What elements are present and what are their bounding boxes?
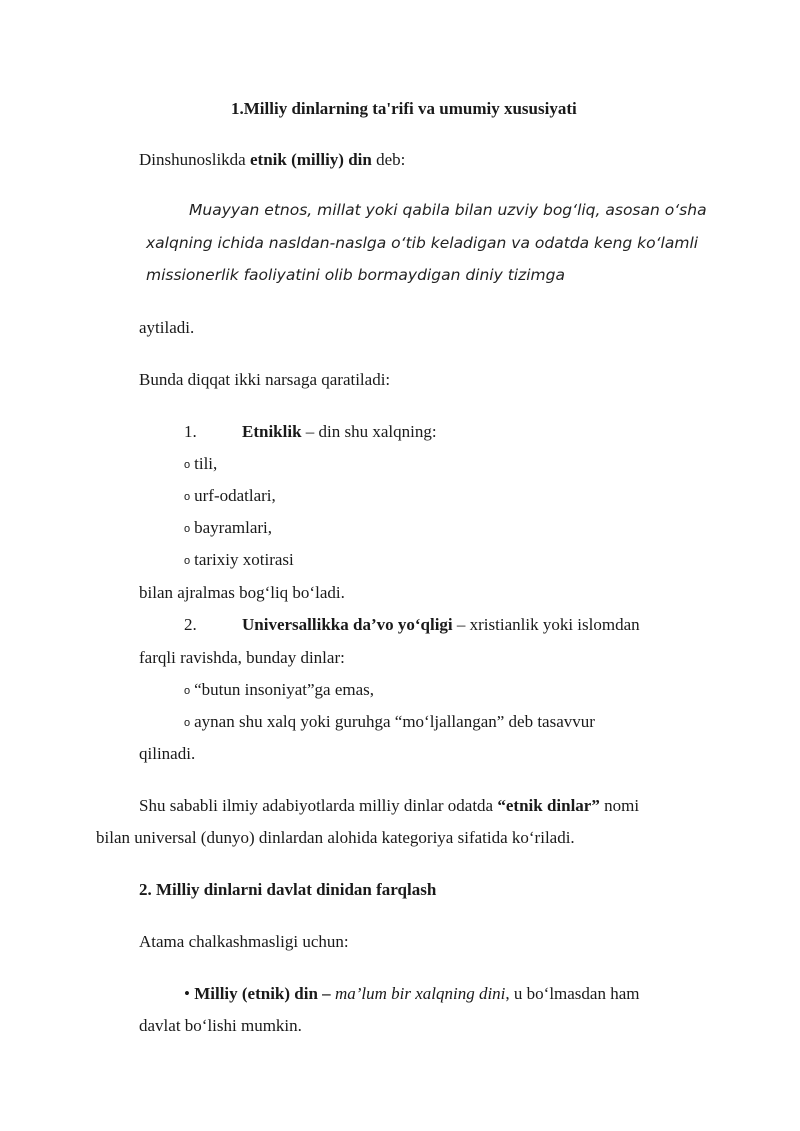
point-1-number: 1. <box>184 422 197 441</box>
section-2-bullet-italic: ma’lum bir xalqning dini <box>334 984 506 1003</box>
bullet-text: bayramlari, <box>194 518 273 537</box>
attention-text: Bunda diqqat ikki narsaga qaratiladi: <box>139 370 391 389</box>
point-2-line-2: farqli ravishda, bunday dinlar: <box>139 648 345 667</box>
point-1-bullet <box>184 551 294 568</box>
quote-line-1: Muayyan etnos, millat yoki qabila bilan uzviy bog‘liq, asosan o‘sha <box>189 201 707 219</box>
section-1-title: 1.Milliy dinlarning ta'rifi va umumiy xususiyati <box>231 99 577 118</box>
point-1-closing: bilan ajralmas bog‘liq bo‘ladi. <box>139 583 345 602</box>
point-2-bullet <box>184 713 595 730</box>
point-2-line <box>184 616 640 633</box>
point-2-bold: Universallikka da’vo yo‘qligi <box>242 615 453 634</box>
bullet-o-icon: o <box>184 685 191 697</box>
summary-bold-term: “etnik dinlar” <box>497 796 600 815</box>
bullet-text: tarixiy xotirasi <box>194 550 294 569</box>
summary-line-1 <box>139 797 639 814</box>
summary-line-2: bilan universal (dunyo) dinlardan alohida kategoriya sifatida ko‘riladi. <box>96 828 575 847</box>
point-1-rest: – din shu xalqning: <box>301 422 437 441</box>
bullet-text: tili, <box>194 454 218 473</box>
bullet-text: “butun insoniyat”ga emas, <box>194 680 374 699</box>
point-2-rest: – xristianlik yoki islomdan <box>452 615 640 634</box>
bullet-text: aynan shu xalq yoki guruhga “mo‘ljallangan” deb tasavvur <box>194 712 595 731</box>
section-2-bullet-bold: Milliy (etnik) din – <box>194 984 335 1003</box>
bullet-o-icon: o <box>184 717 191 729</box>
quote-line-2: xalqning ichida nasldan-naslga o‘tib keladigan va odatda keng ko‘lamli <box>146 234 699 252</box>
intro-bold-term: etnik (milliy) din <box>249 150 372 169</box>
point-2-closing: qilinadi. <box>139 744 196 763</box>
summary-suffix: nomi <box>599 796 640 815</box>
section-2-title: 2. Milliy dinlarni davlat dinidan farqlash <box>139 880 437 899</box>
bullet-o-icon: o <box>184 491 191 503</box>
point-1-line <box>184 423 437 440</box>
summary-prefix: Shu sababli ilmiy adabiyotlarda milliy dinlar odatda <box>139 796 498 815</box>
section-2-bullet-rest: , u bo‘lmasdan ham <box>505 984 640 1003</box>
point-2-number: 2. <box>184 615 197 634</box>
quote-line-3: missionerlik faoliyatini olib bormaydigan diniy tizimga <box>146 266 565 284</box>
point-2-bullet <box>184 681 374 698</box>
bullet-dot-icon: • <box>184 984 190 1003</box>
intro-line <box>139 151 405 168</box>
bullet-text: urf-odatlari, <box>194 486 276 505</box>
point-1-bullet <box>184 455 217 472</box>
point-1-bullet <box>184 487 276 504</box>
bullet-o-icon: o <box>184 555 191 567</box>
intro-suffix: deb: <box>371 150 406 169</box>
bullet-o-icon: o <box>184 523 191 535</box>
bullet-o-icon: o <box>184 459 191 471</box>
point-1-bullet <box>184 519 272 536</box>
point-1-bold: Etniklik <box>242 422 302 441</box>
after-quote-text: aytiladi. <box>139 318 195 337</box>
section-2-intro: Atama chalkashmasligi uchun: <box>139 932 349 951</box>
section-2-bullet-line-2: davlat bo‘lishi mumkin. <box>139 1016 302 1035</box>
intro-prefix: Dinshunoslikda <box>139 150 250 169</box>
section-2-bullet <box>184 985 640 1002</box>
